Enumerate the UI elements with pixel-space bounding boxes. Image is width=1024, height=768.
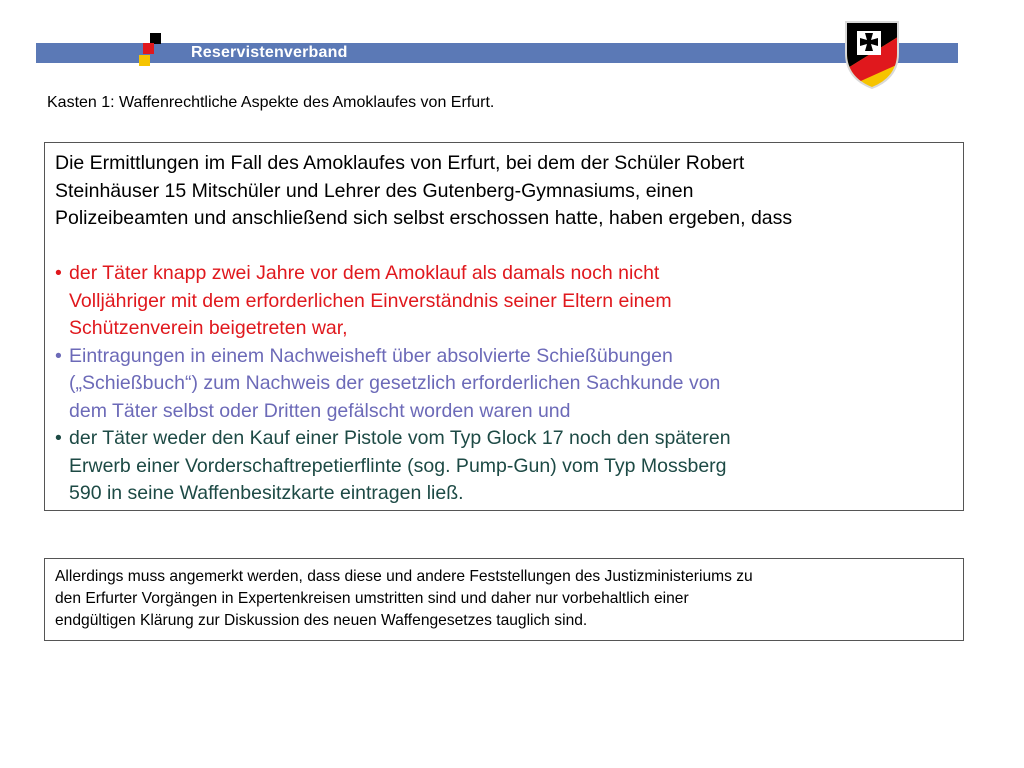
bullet-dot: • bbox=[55, 262, 62, 284]
bullet-item-shooting-book bbox=[55, 343, 953, 426]
bullet-line: Schützenverein beigetreten war, bbox=[69, 317, 348, 339]
intro-line: Polizeibeamten und anschließend sich selbst erschossen hatte, haben ergeben, dass bbox=[55, 207, 793, 229]
shield-cross-icon bbox=[843, 19, 901, 89]
bullet-line: („Schießbuch“) zum Nachweis der gesetzlich erforderlichen Sachkunde von bbox=[69, 372, 721, 394]
note-box bbox=[44, 558, 964, 641]
bullet-dot: • bbox=[55, 344, 62, 367]
bullet-line: Erwerb einer Vorderschaftrepetierflinte (sog. Pump-Gun) vom Typ Mossberg bbox=[69, 454, 727, 477]
findings-box bbox=[44, 142, 964, 511]
logo-square-red bbox=[143, 43, 154, 54]
box-caption: Kasten 1: Waffenrechtliche Aspekte des Amoklaufes von Erfurt. bbox=[47, 94, 495, 111]
paragraph-gap bbox=[55, 233, 953, 261]
bullet-line: 590 in seine Waffenbesitzkarte eintragen ließ. bbox=[69, 482, 464, 504]
note-line: Allerdings muss angemerkt werden, dass diese und andere Feststellungen des Justizministeriums zu bbox=[55, 568, 753, 585]
header-bar bbox=[36, 43, 958, 63]
reservistenverband-logo bbox=[136, 33, 172, 71]
bullet-item-club-membership bbox=[55, 260, 953, 343]
bullet-dot: • bbox=[55, 427, 62, 449]
bullet-line: Eintragungen in einem Nachweisheft über absolvierte Schießübungen bbox=[69, 344, 673, 367]
bullet-line: dem Täter selbst oder Dritten gefälscht worden waren und bbox=[69, 399, 571, 422]
bullet-line: der Täter weder den Kauf einer Pistole vom Typ Glock 17 noch den späteren bbox=[69, 427, 731, 449]
intro-paragraph bbox=[55, 150, 953, 233]
note-line: endgültigen Klärung zur Diskussion des neuen Waffengesetzes tauglich sind. bbox=[55, 612, 588, 629]
bullet-line: der Täter knapp zwei Jahre vor dem Amoklauf als damals noch nicht bbox=[69, 262, 660, 284]
intro-line: Die Ermittlungen im Fall des Amoklaufes von Erfurt, bei dem der Schüler Robert bbox=[55, 152, 745, 174]
note-line: den Erfurter Vorgängen in Expertenkreisen umstritten sind und daher nur vorbehaltlich einer bbox=[55, 590, 689, 607]
bullet-line: Volljähriger mit dem erforderlichen Einverständnis seiner Eltern einem bbox=[69, 289, 672, 312]
bullet-item-weapon-registration bbox=[55, 425, 953, 508]
logo-square-gold bbox=[139, 55, 150, 66]
header-title: Reservistenverband bbox=[191, 44, 348, 61]
intro-line: Steinhäuser 15 Mitschüler und Lehrer des Gutenberg-Gymnasiums, einen bbox=[55, 179, 694, 202]
